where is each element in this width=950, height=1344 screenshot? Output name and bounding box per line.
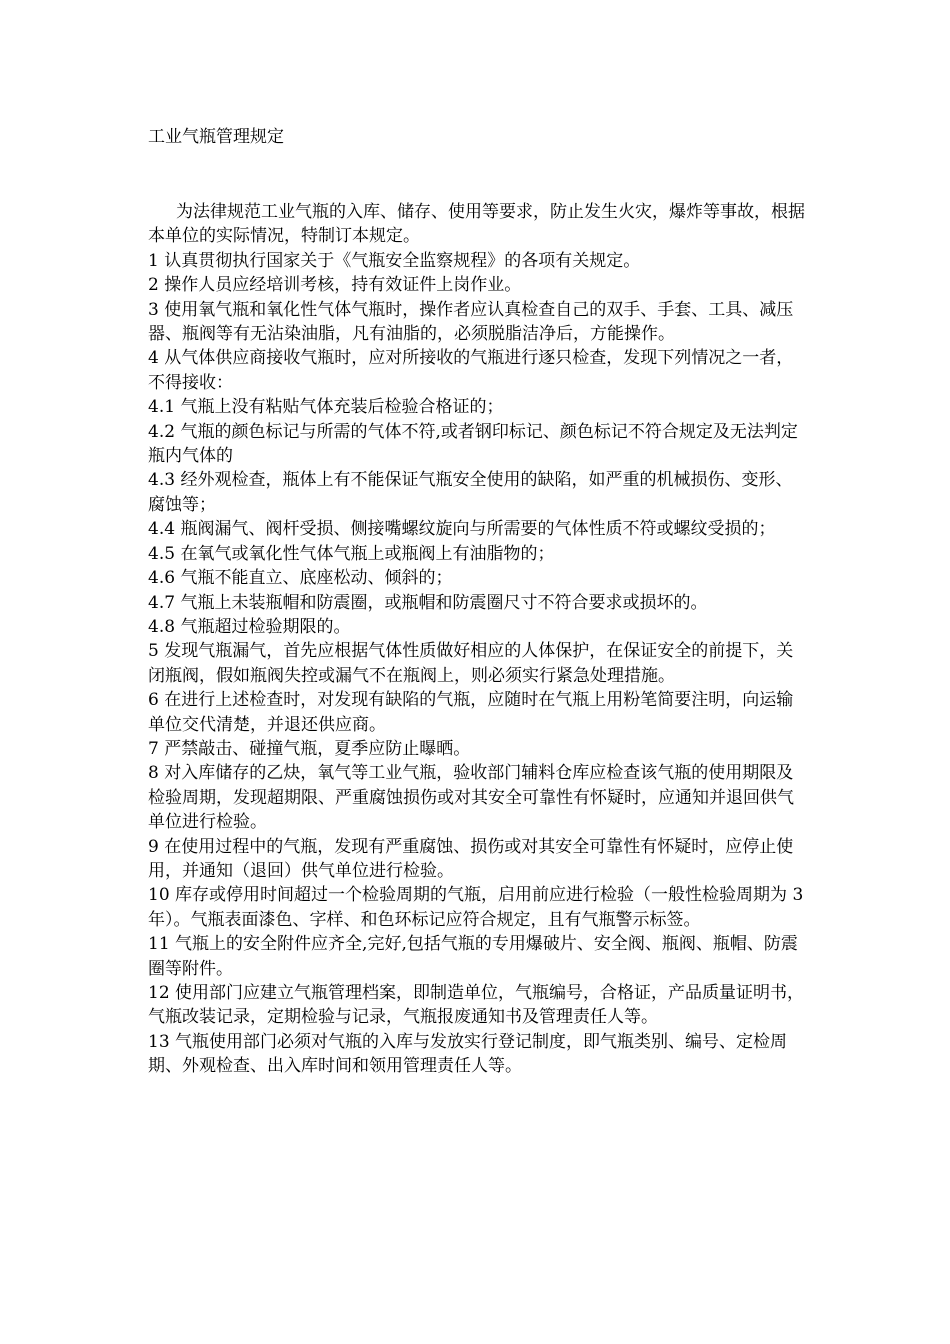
clause-13: 13 气瓶使用部门必须对气瓶的入库与发放实行登记制度，即气瓶类别、编号、定检周期、外观检查、出入库时间和领用管理责任人等。 <box>148 1031 788 1077</box>
clause-4-5: 4.5 在氧气或氧化性气体气瓶上或瓶阀上有油脂物的； <box>148 543 555 564</box>
clause-4-3: 4.3 经外观检查，瓶体上有不能保证气瓶安全使用的缺陷，如严重的机械损伤、变形、腐蚀等； <box>148 470 793 515</box>
clause-9: 9 在使用过程中的气瓶，发现有严重腐蚀、损伤或对其安全可靠性有怀疑时，应停止使用，并通知（退回）供气单位进行检验。 <box>148 836 794 881</box>
clause-1: 1 认真贯彻执行国家关于《气瓶安全监察规程》的各项有关规定。 <box>148 250 641 271</box>
clause-4-4: 4.4 瓶阀漏气、阀杆受损、侧接嘴螺纹旋向与所需要的气体性质不符或螺纹受损的； <box>148 519 776 540</box>
clause-8: 8 对入库储存的乙炔，氧气等工业气瓶，验收部门辅料仓库应检查该气瓶的使用期限及检验周期，发现超期限、严重腐蚀损伤或对其安全可靠性有怀疑时，应通知并退回供气单位进行检验。 <box>148 763 794 833</box>
clause-3: 3 使用氧气瓶和氧化性气体气瓶时，操作者应认真检查自己的双手、手套、工具、减压器、瓶阀等有无沾染油脂，凡有油脂的，必须脱脂洁净后，方能操作。 <box>148 299 794 345</box>
intro-paragraph: 为法律规范工业气瓶的入库、储存、使用等要求，防止发生火灾，爆炸等事故，根据本单位的实际情况，特制订本规定。 <box>148 202 805 247</box>
clause-5: 5 发现气瓶漏气，首先应根据气体性质做好相应的人体保护，在保证安全的前提下，关闭瓶阀，假如瓶阀失控或漏气不在瓶阀上，则必须实行紧急处理措施。 <box>148 641 794 686</box>
clause-4-2: 4.2 气瓶的颜色标记与所需的气体不符,或者钢印标记、颜色标记不符合规定及无法判定瓶内气体的 <box>148 421 798 467</box>
clause-4-8: 4.8 气瓶超过检验期限的。 <box>148 616 351 637</box>
clause-4: 4 从气体供应商接收气瓶时，应对所接收的气瓶进行逐只检查，发现下列情况之一者，不得接收： <box>148 348 794 393</box>
clause-10: 10 库存或停用时间超过一个检验周期的气瓶，启用前应进行检验（一般性检验周期为 3 年）。气瓶表面漆色、字样、和色环标记应符合规定，且有气瓶警示标签。 <box>148 885 804 930</box>
clause-2: 2 操作人员应经培训考核，持有效证件上岗作业。 <box>148 275 522 296</box>
clause-4-7: 4.7 气瓶上未装瓶帽和防震圈，或瓶帽和防震圈尺寸不符合要求或损坏的。 <box>148 592 708 613</box>
clause-6: 6 在进行上述检查时，对发现有缺陷的气瓶，应随时在气瓶上用粉笔简要注明，向运输单位交代清楚，并退还供应商。 <box>148 690 794 735</box>
clause-11: 11 气瓶上的安全附件应齐全,完好,包括气瓶的专用爆破片、安全阀、瓶阀、瓶帽、防震圈等附件。 <box>148 934 798 979</box>
document-body <box>148 200 808 1079</box>
clause-4-6: 4.6 气瓶不能直立、底座松动、倾斜的； <box>148 568 453 589</box>
clause-4-1: 4.1 气瓶上没有粘贴气体充装后检验合格证的； <box>148 397 504 418</box>
clause-7: 7 严禁敲击、碰撞气瓶，夏季应防止曝晒。 <box>148 738 471 759</box>
document-title: 工业气瓶管理规定 <box>148 127 284 147</box>
clause-12: 12 使用部门应建立气瓶管理档案，即制造单位，气瓶编号，合格证，产品质量证明书，气瓶改装记录，定期检验与记录，气瓶报废通知书及管理责任人等。 <box>148 983 805 1028</box>
